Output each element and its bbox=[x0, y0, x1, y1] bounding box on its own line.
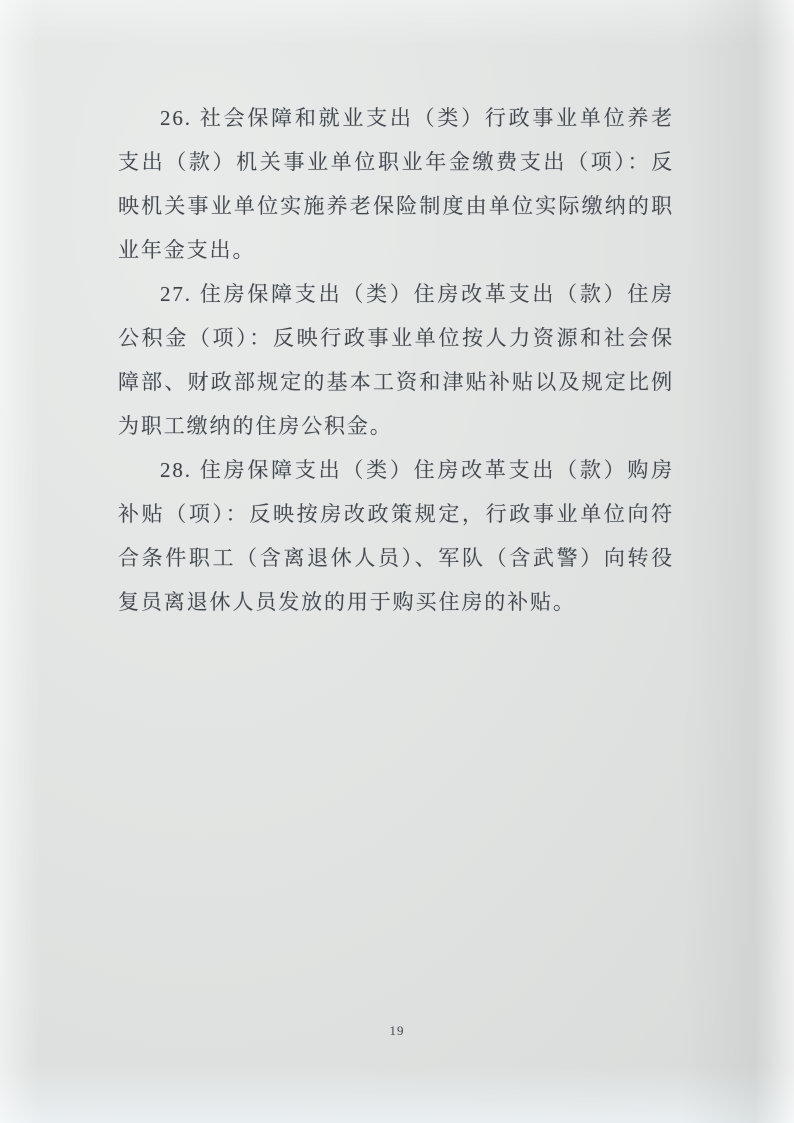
paragraph-item-27: 27. 住房保障支出（类）住房改革支出（款）住房公积金（项）：反映行政事业单位按人力资源和社会保障部、财政部规定的基本工资和津贴补贴以及规定比例为职工缴纳的住房公积金。 bbox=[118, 282, 674, 438]
paragraph-item-26: 26. 社会保障和就业支出（类）行政事业单位养老支出（款）机关事业单位职业年金缴费支出（项）：反映机关事业单位实施养老保险制度由单位实际缴纳的职业年金支出。 bbox=[118, 106, 674, 262]
page-number: 19 bbox=[389, 1023, 405, 1038]
page-footer bbox=[0, 1022, 794, 1040]
document-body bbox=[118, 96, 674, 624]
paragraph-item-28: 28. 住房保障支出（类）住房改革支出（款）购房补贴（项）：反映按房改政策规定，行政事业单位向符合条件职工（含离退休人员）、军队（含武警）向转役复员离退休人员发放的用于购买住房的补贴。 bbox=[118, 458, 674, 614]
